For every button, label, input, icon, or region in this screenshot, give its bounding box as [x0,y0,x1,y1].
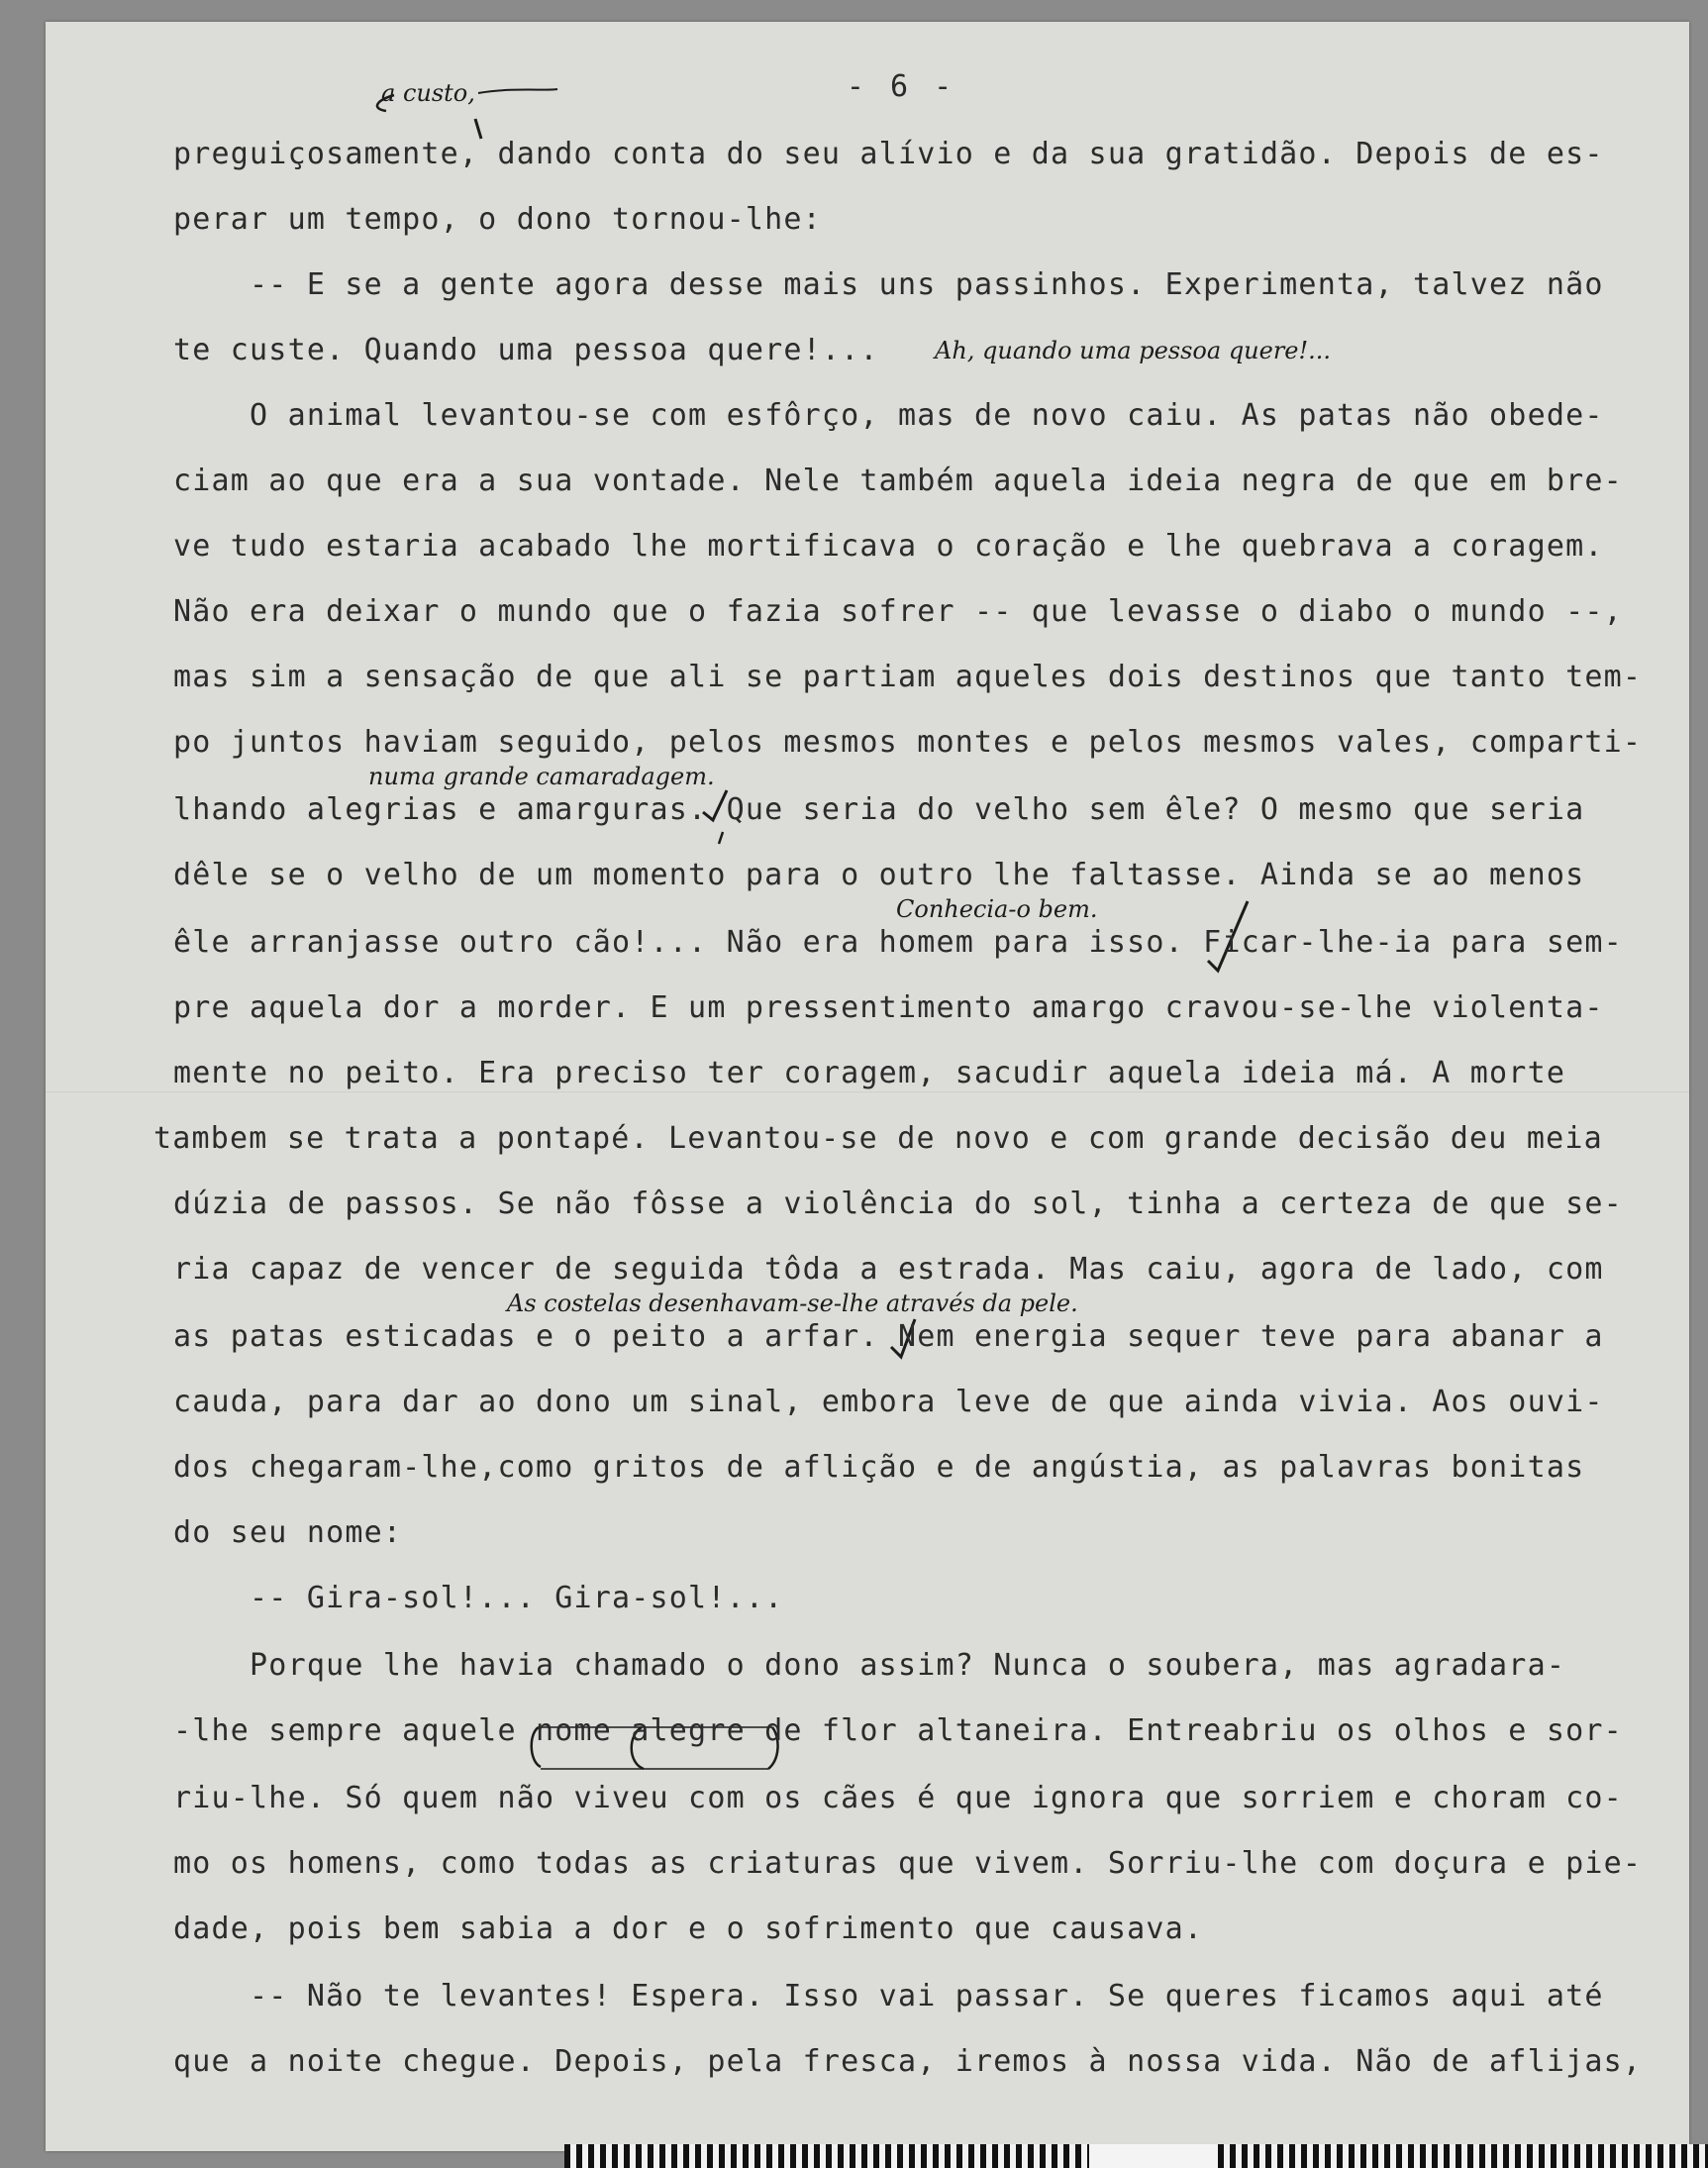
text-line: ve tudo estaria acabado lhe mortificava o coração e lhe quebrava a coragem. [173,529,1604,564]
text-line: dade, pois bem sabia a dor e o sofrimento que causava. [173,1911,1204,1946]
text-line: riu-lhe. Só quem não viveu com os cães é que ignora que sorriem e choram co- [173,1781,1623,1815]
text-line: mas sim a sensação de que ali se partiam aqueles dois destinos que tanto tem- [173,660,1643,694]
text-line: perar um tempo, o dono tornou-lhe: [173,202,822,237]
text-line: -lhe sempre aquele nome alegre de flor altaneira. Entreabriu os olhos e sor- [173,1713,1623,1748]
text-line: mo os homens, como todas as criaturas que vivem. Sorriu-lhe com doçura e pie- [173,1846,1643,1881]
text-line: -- Gira-sol!... Gira-sol!... [173,1581,784,1615]
text-line: as patas esticadas e o peito a arfar. Nem energia sequer teve para abanar a [173,1319,1604,1354]
text-line: ria capaz de vencer de seguida tôda a estrada. Mas caiu, agora de lado, com [173,1252,1604,1287]
text-line: mente no peito. Era preciso ter coragem, sacudir aquela ideia má. A morte [173,1056,1566,1090]
text-line: po juntos haviam seguido, pelos mesmos montes e pelos mesmos vales, comparti- [173,725,1643,760]
text-line: Não era deixar o mundo que o fazia sofrer -- que levasse o diabo o mundo --, [173,594,1623,629]
text-line: preguiçosamente, dando conta do seu alívio e da sua gratidão. Depois de es- [173,137,1604,171]
page-fold [46,1091,1689,1094]
handwritten-camaradagem: numa grande camaradagem. [368,763,715,790]
text-line: êle arranjasse outro cão!... Não era homem para isso. Ficar-lhe-ia para sem- [173,925,1623,960]
text-line: -- Não te levantes! Espera. Isso vai passar. Se queres ficamos aqui até [173,1979,1604,2013]
text-line: tambem se trata a pontapé. Levantou-se de novo e com grande decisão deu meia [153,1121,1603,1156]
scale-white-block [1089,2144,1218,2168]
text-line: lhando alegrias e amarguras. Que seria do velho sem êle? O mesmo que seria [173,792,1585,827]
text-line: cauda, para dar ao dono um sinal, embora leve de que ainda vivia. Aos ouvi- [173,1385,1604,1419]
handwritten-conhecia: Conhecia-o bem. [896,895,1098,923]
page-number: - 6 - [846,69,956,104]
text-line: Porque lhe havia chamado o dono assim? Nunca o soubera, mas agradara- [173,1648,1566,1683]
text-line: O animal levantou-se com esfôrço, mas de novo caiu. As patas não obede- [173,398,1604,433]
text-line: pre aquela dor a morder. E um pressentimento amargo cravou-se-lhe violenta- [173,990,1604,1025]
text-line: te custe. Quando uma pessoa quere!... [173,333,879,367]
handwritten-costelas: As costelas desenhavam-se-lhe através da pele. [507,1290,1078,1317]
text-line: que a noite chegue. Depois, pela fresca, iremos à nossa vida. Não de aflijas, [173,2044,1643,2079]
handwritten-quando-pessoa: Ah, quando uma pessoa quere!... [935,337,1332,364]
text-line: -- E se a gente agora desse mais uns passinhos. Experimenta, talvez não [173,267,1604,302]
handwritten-a-custo: a custo, [381,79,475,107]
text-line: ciam ao que era a sua vontade. Nele também aquela ideia negra de que em bre- [173,464,1623,498]
text-line: dos chegaram-lhe,como gritos de aflição e de angústia, as palavras bonitas [173,1450,1585,1485]
text-line: dêle se o velho de um momento para o outro lhe faltasse. Ainda se ao menos [173,858,1585,892]
text-line: dúzia de passos. Se não fôsse a violência do sol, tinha a certeza de que se- [173,1187,1623,1221]
text-line: do seu nome: [173,1515,403,1550]
